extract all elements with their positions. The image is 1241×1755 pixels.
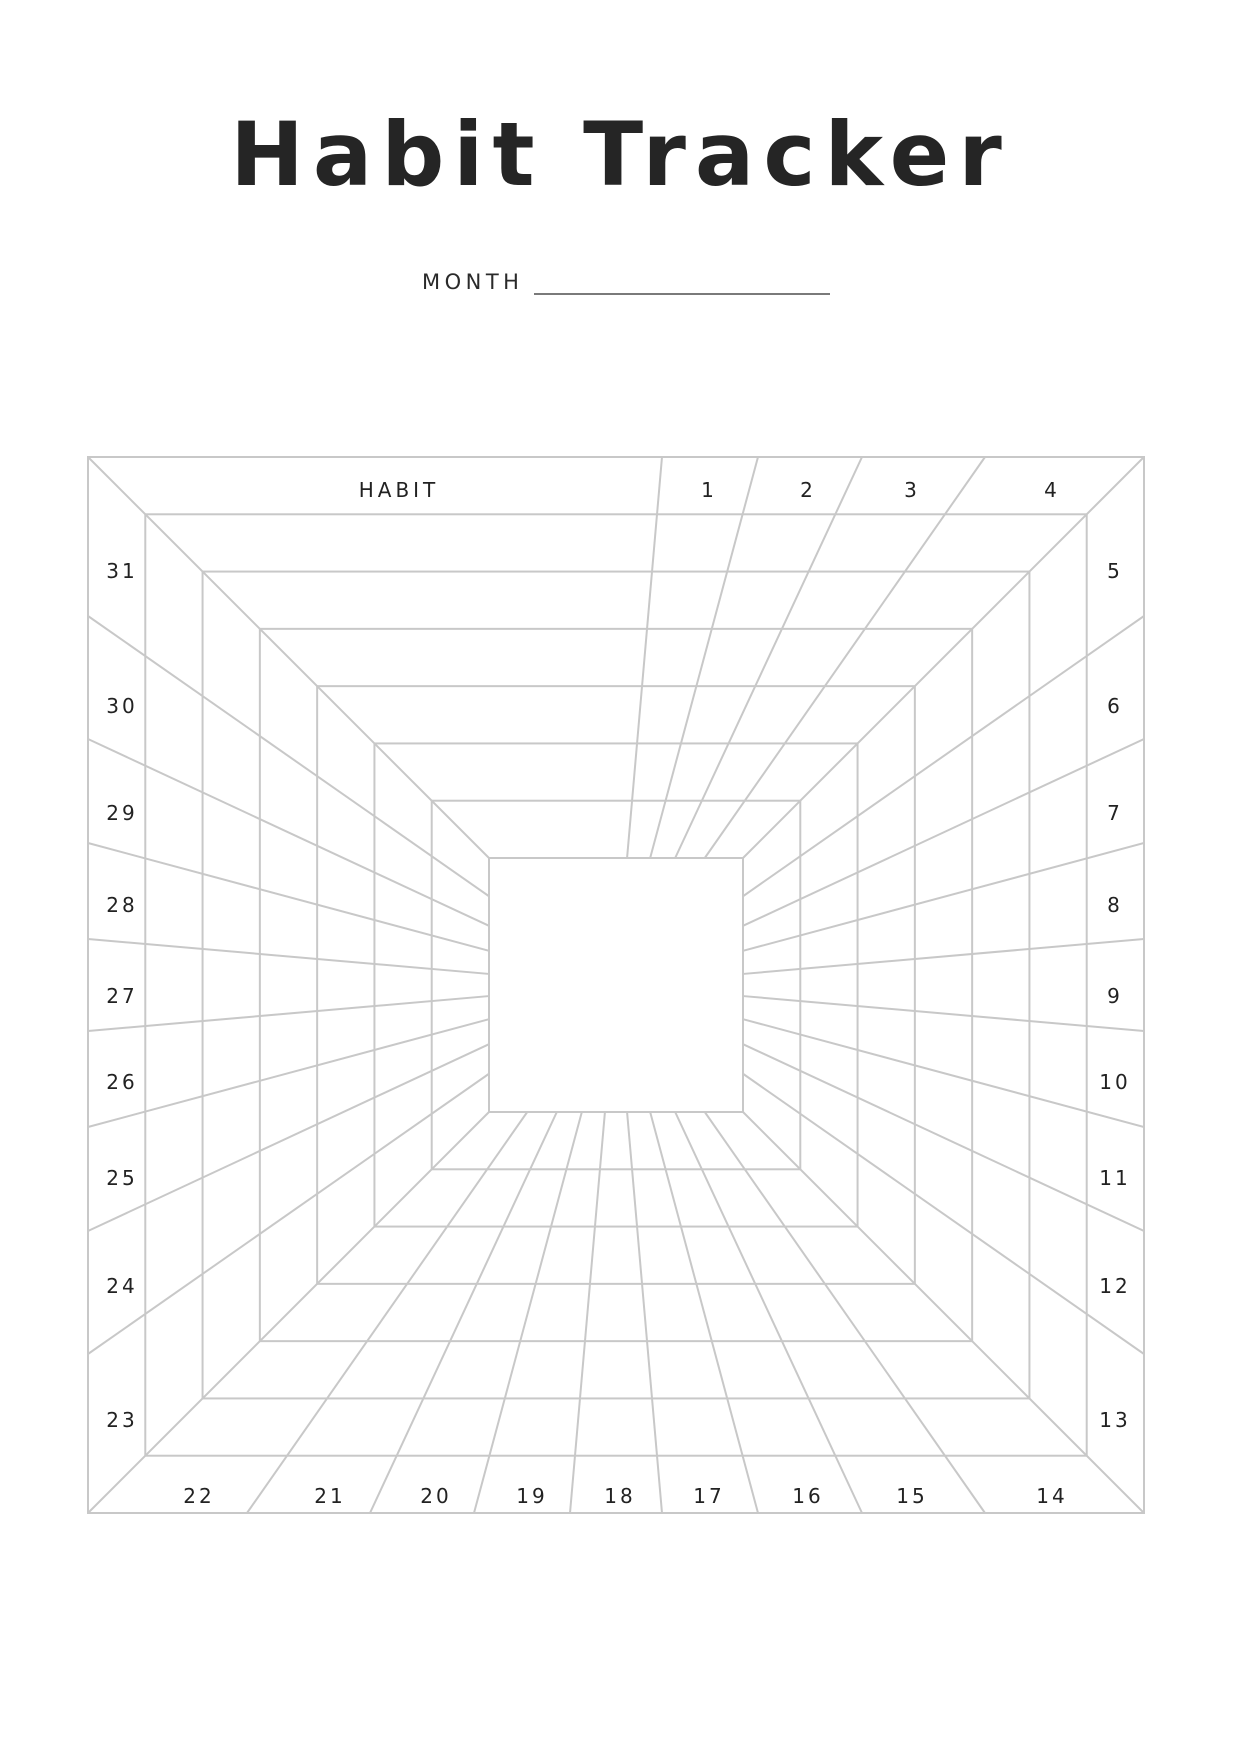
day-label-28[interactable]: 28 [106,893,138,917]
radial-line-bottom [627,1112,662,1513]
day-label-3[interactable]: 3 [904,478,920,502]
day-label-6[interactable]: 6 [1107,694,1123,718]
day-label-8[interactable]: 8 [1107,893,1123,917]
day-label-25[interactable]: 25 [106,1166,138,1190]
day-label-12[interactable]: 12 [1099,1274,1131,1298]
day-label-19[interactable]: 19 [516,1484,548,1508]
radial-line-left [88,939,489,974]
day-label-21[interactable]: 21 [314,1484,346,1508]
radial-line-bottom [570,1112,605,1513]
day-label-7[interactable]: 7 [1107,801,1123,825]
radial-line-right [743,939,1144,974]
radial-line-right [743,996,1144,1031]
radial-line-left [88,996,489,1031]
day-label-15[interactable]: 15 [896,1484,928,1508]
day-label-13[interactable]: 13 [1099,1408,1131,1432]
day-label-4[interactable]: 4 [1044,478,1060,502]
day-label-1[interactable]: 1 [701,478,717,502]
grid-lines [88,457,1144,1513]
day-label-27[interactable]: 27 [106,984,138,1008]
inner-square [489,858,743,1112]
day-label-9[interactable]: 9 [1107,984,1123,1008]
day-label-31[interactable]: 31 [106,559,138,583]
day-label-5[interactable]: 5 [1107,559,1123,583]
day-label-17[interactable]: 17 [693,1484,725,1508]
day-label-10[interactable]: 10 [1099,1070,1131,1094]
month-label: MONTH [422,270,524,294]
day-label-30[interactable]: 30 [106,694,138,718]
day-label-24[interactable]: 24 [106,1274,138,1298]
day-label-29[interactable]: 29 [106,801,138,825]
day-label-2[interactable]: 2 [800,478,816,502]
day-label-22[interactable]: 22 [183,1484,215,1508]
page-title: Habit Tracker [230,103,1011,206]
day-label-11[interactable]: 11 [1099,1166,1131,1190]
day-label-20[interactable]: 20 [420,1484,452,1508]
day-label-23[interactable]: 23 [106,1408,138,1432]
radial-line-top [627,457,662,858]
day-label-14[interactable]: 14 [1036,1484,1068,1508]
day-label-16[interactable]: 16 [792,1484,824,1508]
day-label-26[interactable]: 26 [106,1070,138,1094]
day-label-18[interactable]: 18 [604,1484,636,1508]
habit-column-header: HABIT [358,478,440,502]
